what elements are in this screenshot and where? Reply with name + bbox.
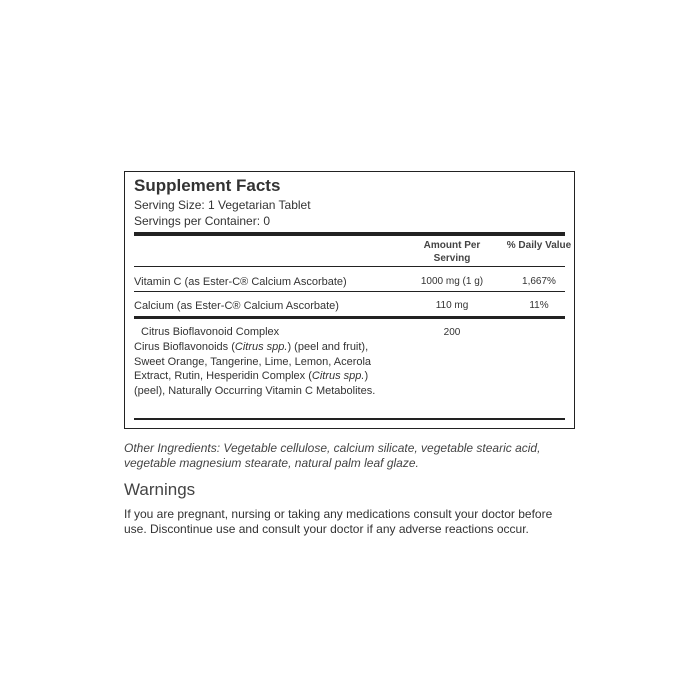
warnings-heading: Warnings bbox=[124, 480, 196, 499]
thick-divider bbox=[134, 232, 565, 236]
supplement-facts-panel bbox=[124, 171, 575, 429]
nutrient-daily-value: 1,667% bbox=[522, 276, 556, 287]
blend-desc-species: Citrus spp. bbox=[311, 370, 365, 382]
warnings-text: If you are pregnant, nursing or taking any medications consult your doctor before use. Discontinue use and consult your doctor if any adverse reactions occur. bbox=[124, 507, 553, 536]
servings-per-container: Servings per Container: 0 bbox=[134, 214, 271, 228]
blend-desc-species: Citrus spp. bbox=[234, 341, 288, 353]
nutrient-amount: 1000 mg (1 g) bbox=[420, 276, 484, 287]
blend-desc-text: Cirus Bioflavonoids ( bbox=[134, 341, 235, 353]
blend-desc-text: ) (peel and fruit), Sweet Orange, Tangerine, Lime, Lemon, Acerola Extract, Rutin, Hesperidin Complex ( bbox=[134, 341, 372, 382]
bottom-divider bbox=[134, 418, 565, 420]
nutrient-daily-value: 11% bbox=[529, 300, 549, 311]
nutrient-name: Vitamin C (as Ester-C® Calcium Ascorbate) bbox=[134, 276, 347, 288]
blend-title: Citrus Bioflavonoid Complex bbox=[141, 326, 280, 338]
blend-description bbox=[134, 340, 394, 398]
row-divider bbox=[134, 291, 565, 292]
thick-divider bbox=[134, 316, 565, 319]
blend-desc-text: ) (peel), Naturally Occurring Vitamin C Metabolites. bbox=[134, 370, 376, 397]
nutrient-amount: 110 mg bbox=[435, 300, 469, 311]
blend-amount: 200 bbox=[443, 327, 461, 338]
serving-size: Serving Size: 1 Vegetarian Tablet bbox=[134, 198, 311, 212]
other-ingredients: Other Ingredients: Vegetable cellulose, calcium silicate, vegetable stearic acid, vegetable magnesium stearate, natural palm leaf glaze. bbox=[124, 441, 541, 470]
column-header-amount: Amount Per Serving bbox=[423, 240, 481, 264]
row-divider bbox=[134, 266, 565, 267]
nutrient-name: Calcium (as Ester-C® Calcium Ascorbate) bbox=[134, 300, 339, 312]
facts-title: Supplement Facts bbox=[134, 176, 281, 195]
column-header-daily-value: % Daily Value bbox=[506, 240, 572, 251]
